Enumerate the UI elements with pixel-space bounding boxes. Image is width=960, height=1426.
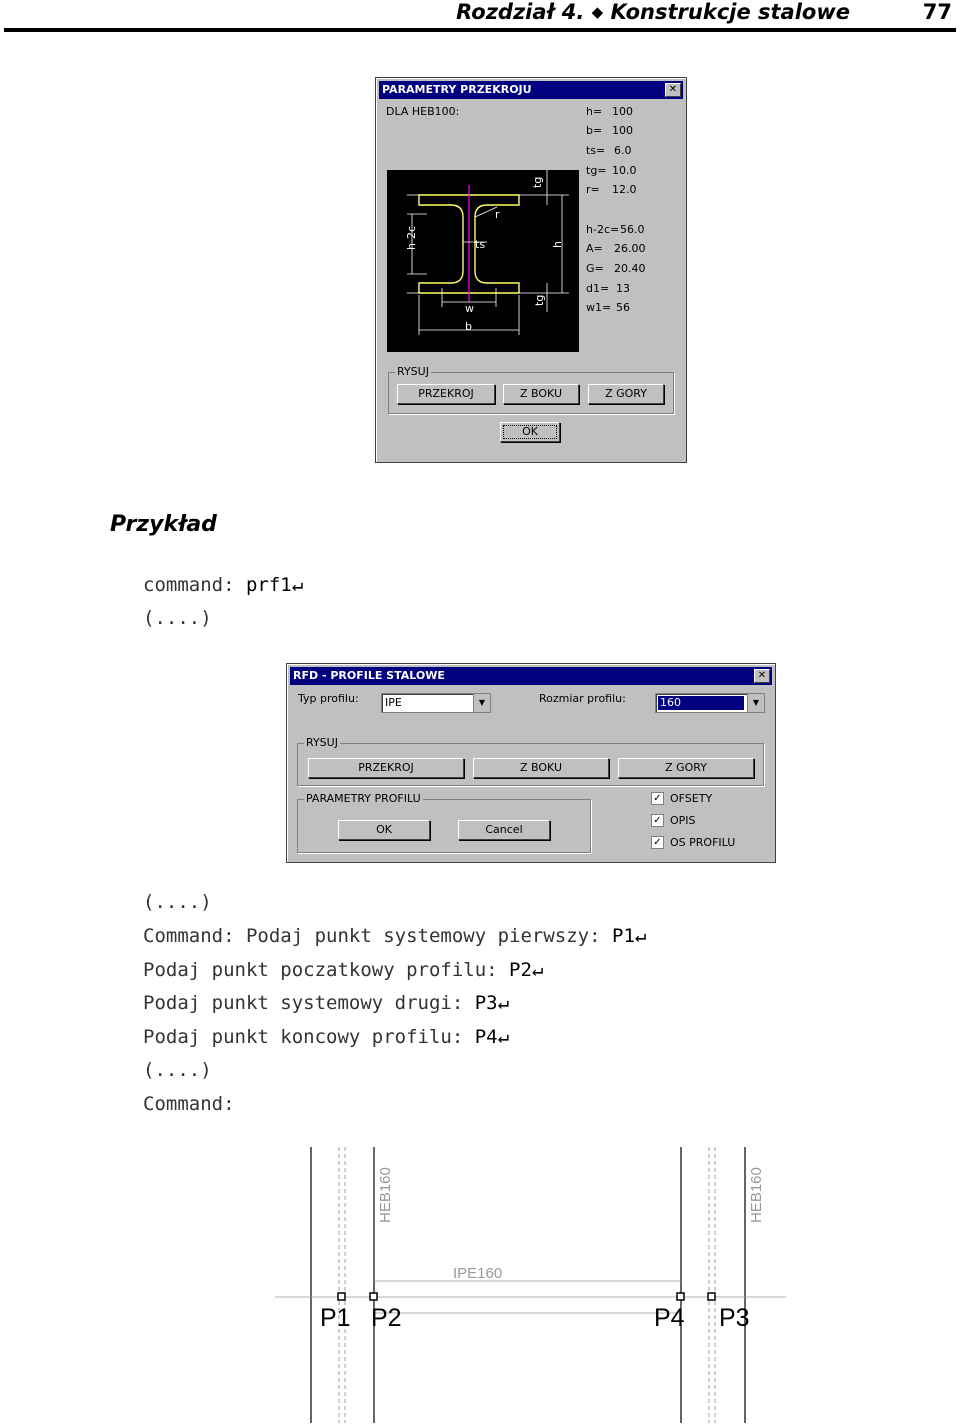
- param-w1: w1= 56: [586, 301, 630, 314]
- cancel-button[interactable]: Cancel: [458, 820, 550, 840]
- draw-group: [388, 365, 674, 414]
- beam-label: IPE160: [453, 1265, 503, 1282]
- profile-size-select[interactable]: [655, 693, 765, 713]
- param-d1: d1= 13: [586, 282, 630, 295]
- svg-text:tg: tg: [531, 176, 544, 188]
- ok-button[interactable]: OK: [500, 422, 560, 442]
- svg-text:w: w: [465, 302, 474, 315]
- section-diagram: [387, 170, 579, 352]
- snap-point: [708, 1293, 715, 1300]
- profile-label: DLA HEB100:: [386, 105, 460, 118]
- command-line: Command: Podaj punkt systemowy pierwszy: P1↵: [143, 925, 647, 947]
- column-label-right: HEB160: [748, 1167, 765, 1223]
- group-label: RYSUJ: [306, 736, 338, 749]
- dialog-title: PARAMETRY PRZEKROJU: [382, 83, 532, 96]
- checkbox-label: OPIS: [670, 814, 696, 827]
- param-h2c: h-2c= 56.0: [586, 223, 645, 236]
- point-label-p4: P4: [654, 1304, 685, 1332]
- svg-text:tg: tg: [533, 294, 546, 306]
- command-line: Podaj punkt poczatkowy profilu: P2↵: [143, 959, 544, 981]
- plan-drawing: [270, 1145, 790, 1425]
- param-h: h= 100: [586, 105, 633, 118]
- checkmark-icon[interactable]: ✓: [651, 792, 664, 805]
- top-view-button[interactable]: Z GORY: [588, 384, 664, 404]
- steel-profiles-dialog: [286, 663, 776, 863]
- point-label-p3: P3: [719, 1304, 750, 1332]
- profile-params-group: [297, 792, 591, 853]
- svg-text:h: h: [551, 241, 564, 248]
- profile-type-value: IPE: [385, 696, 402, 709]
- checkbox-label: OS PROFILU: [670, 836, 736, 849]
- top-view-button[interactable]: Z GORY: [618, 758, 754, 778]
- dialog-title: RFD - PROFILE STALOWE: [293, 669, 445, 682]
- cross-section-button[interactable]: PRZEKROJ: [397, 384, 495, 404]
- svg-text:b: b: [465, 320, 472, 333]
- profile-size-value: 160: [658, 696, 744, 710]
- checkbox-label: OFSETY: [670, 792, 713, 805]
- profile-size-label: Rozmiar profilu:: [539, 692, 626, 705]
- chapter-title: [456, 0, 850, 24]
- checkmark-icon[interactable]: ✓: [651, 836, 664, 849]
- command-line: command: prf1↵: [143, 574, 304, 596]
- draw-group: [297, 736, 764, 786]
- svg-text:ts: ts: [475, 238, 486, 251]
- checkmark-icon[interactable]: ✓: [651, 814, 664, 827]
- group-label: PARAMETRY PROFILU: [306, 792, 421, 805]
- point-label-p2: P2: [371, 1304, 402, 1332]
- header-rule: [4, 28, 956, 32]
- command-line: (....): [143, 607, 212, 629]
- close-button[interactable]: ✕: [754, 669, 770, 683]
- column-label-left: HEB160: [377, 1167, 394, 1223]
- param-a: A= 26.00: [586, 242, 646, 255]
- param-ts: ts= 6.0: [586, 144, 632, 157]
- dropdown-arrow-icon[interactable]: ▼: [747, 694, 764, 712]
- diamond-icon: ◆: [591, 3, 604, 21]
- ok-button[interactable]: OK: [338, 820, 430, 840]
- section-heading: Przykład: [110, 512, 217, 537]
- command-line: (....): [143, 1059, 212, 1081]
- cross-section-button[interactable]: PRZEKROJ: [308, 758, 464, 778]
- point-label-p1: P1: [320, 1304, 351, 1332]
- page-number: 77: [922, 0, 952, 24]
- close-button[interactable]: ✕: [665, 83, 681, 97]
- page-header: [0, 0, 960, 34]
- side-view-button[interactable]: Z BOKU: [473, 758, 609, 778]
- chapter-number: Rozdział 4.: [456, 0, 585, 24]
- side-view-button[interactable]: Z BOKU: [503, 384, 579, 404]
- svg-text:r: r: [495, 208, 500, 221]
- param-g: G= 20.40: [586, 262, 646, 275]
- command-line: (....): [143, 891, 212, 913]
- snap-point: [370, 1293, 377, 1300]
- command-line: Podaj punkt systemowy drugi: P3↵: [143, 992, 510, 1014]
- command-line: Podaj punkt koncowy profilu: P4↵: [143, 1026, 510, 1048]
- snap-point: [677, 1293, 684, 1300]
- dialog-titlebar: [379, 81, 683, 99]
- svg-text:h-2c: h-2c: [405, 226, 418, 250]
- profile-type-select[interactable]: [381, 693, 491, 713]
- dropdown-arrow-icon[interactable]: ▼: [473, 694, 490, 712]
- snap-point: [338, 1293, 345, 1300]
- param-tg: tg= 10.0: [586, 164, 637, 177]
- profile-type-label: Typ profilu:: [298, 692, 359, 705]
- param-r: r= 12.0: [586, 183, 637, 196]
- section-parameters-dialog: [375, 77, 687, 463]
- command-line: Command:: [143, 1093, 235, 1115]
- param-b: b= 100: [586, 124, 633, 137]
- dialog-titlebar: [290, 667, 772, 685]
- group-label: RYSUJ: [397, 365, 429, 378]
- chapter-name: Konstrukcje stalowe: [610, 0, 850, 24]
